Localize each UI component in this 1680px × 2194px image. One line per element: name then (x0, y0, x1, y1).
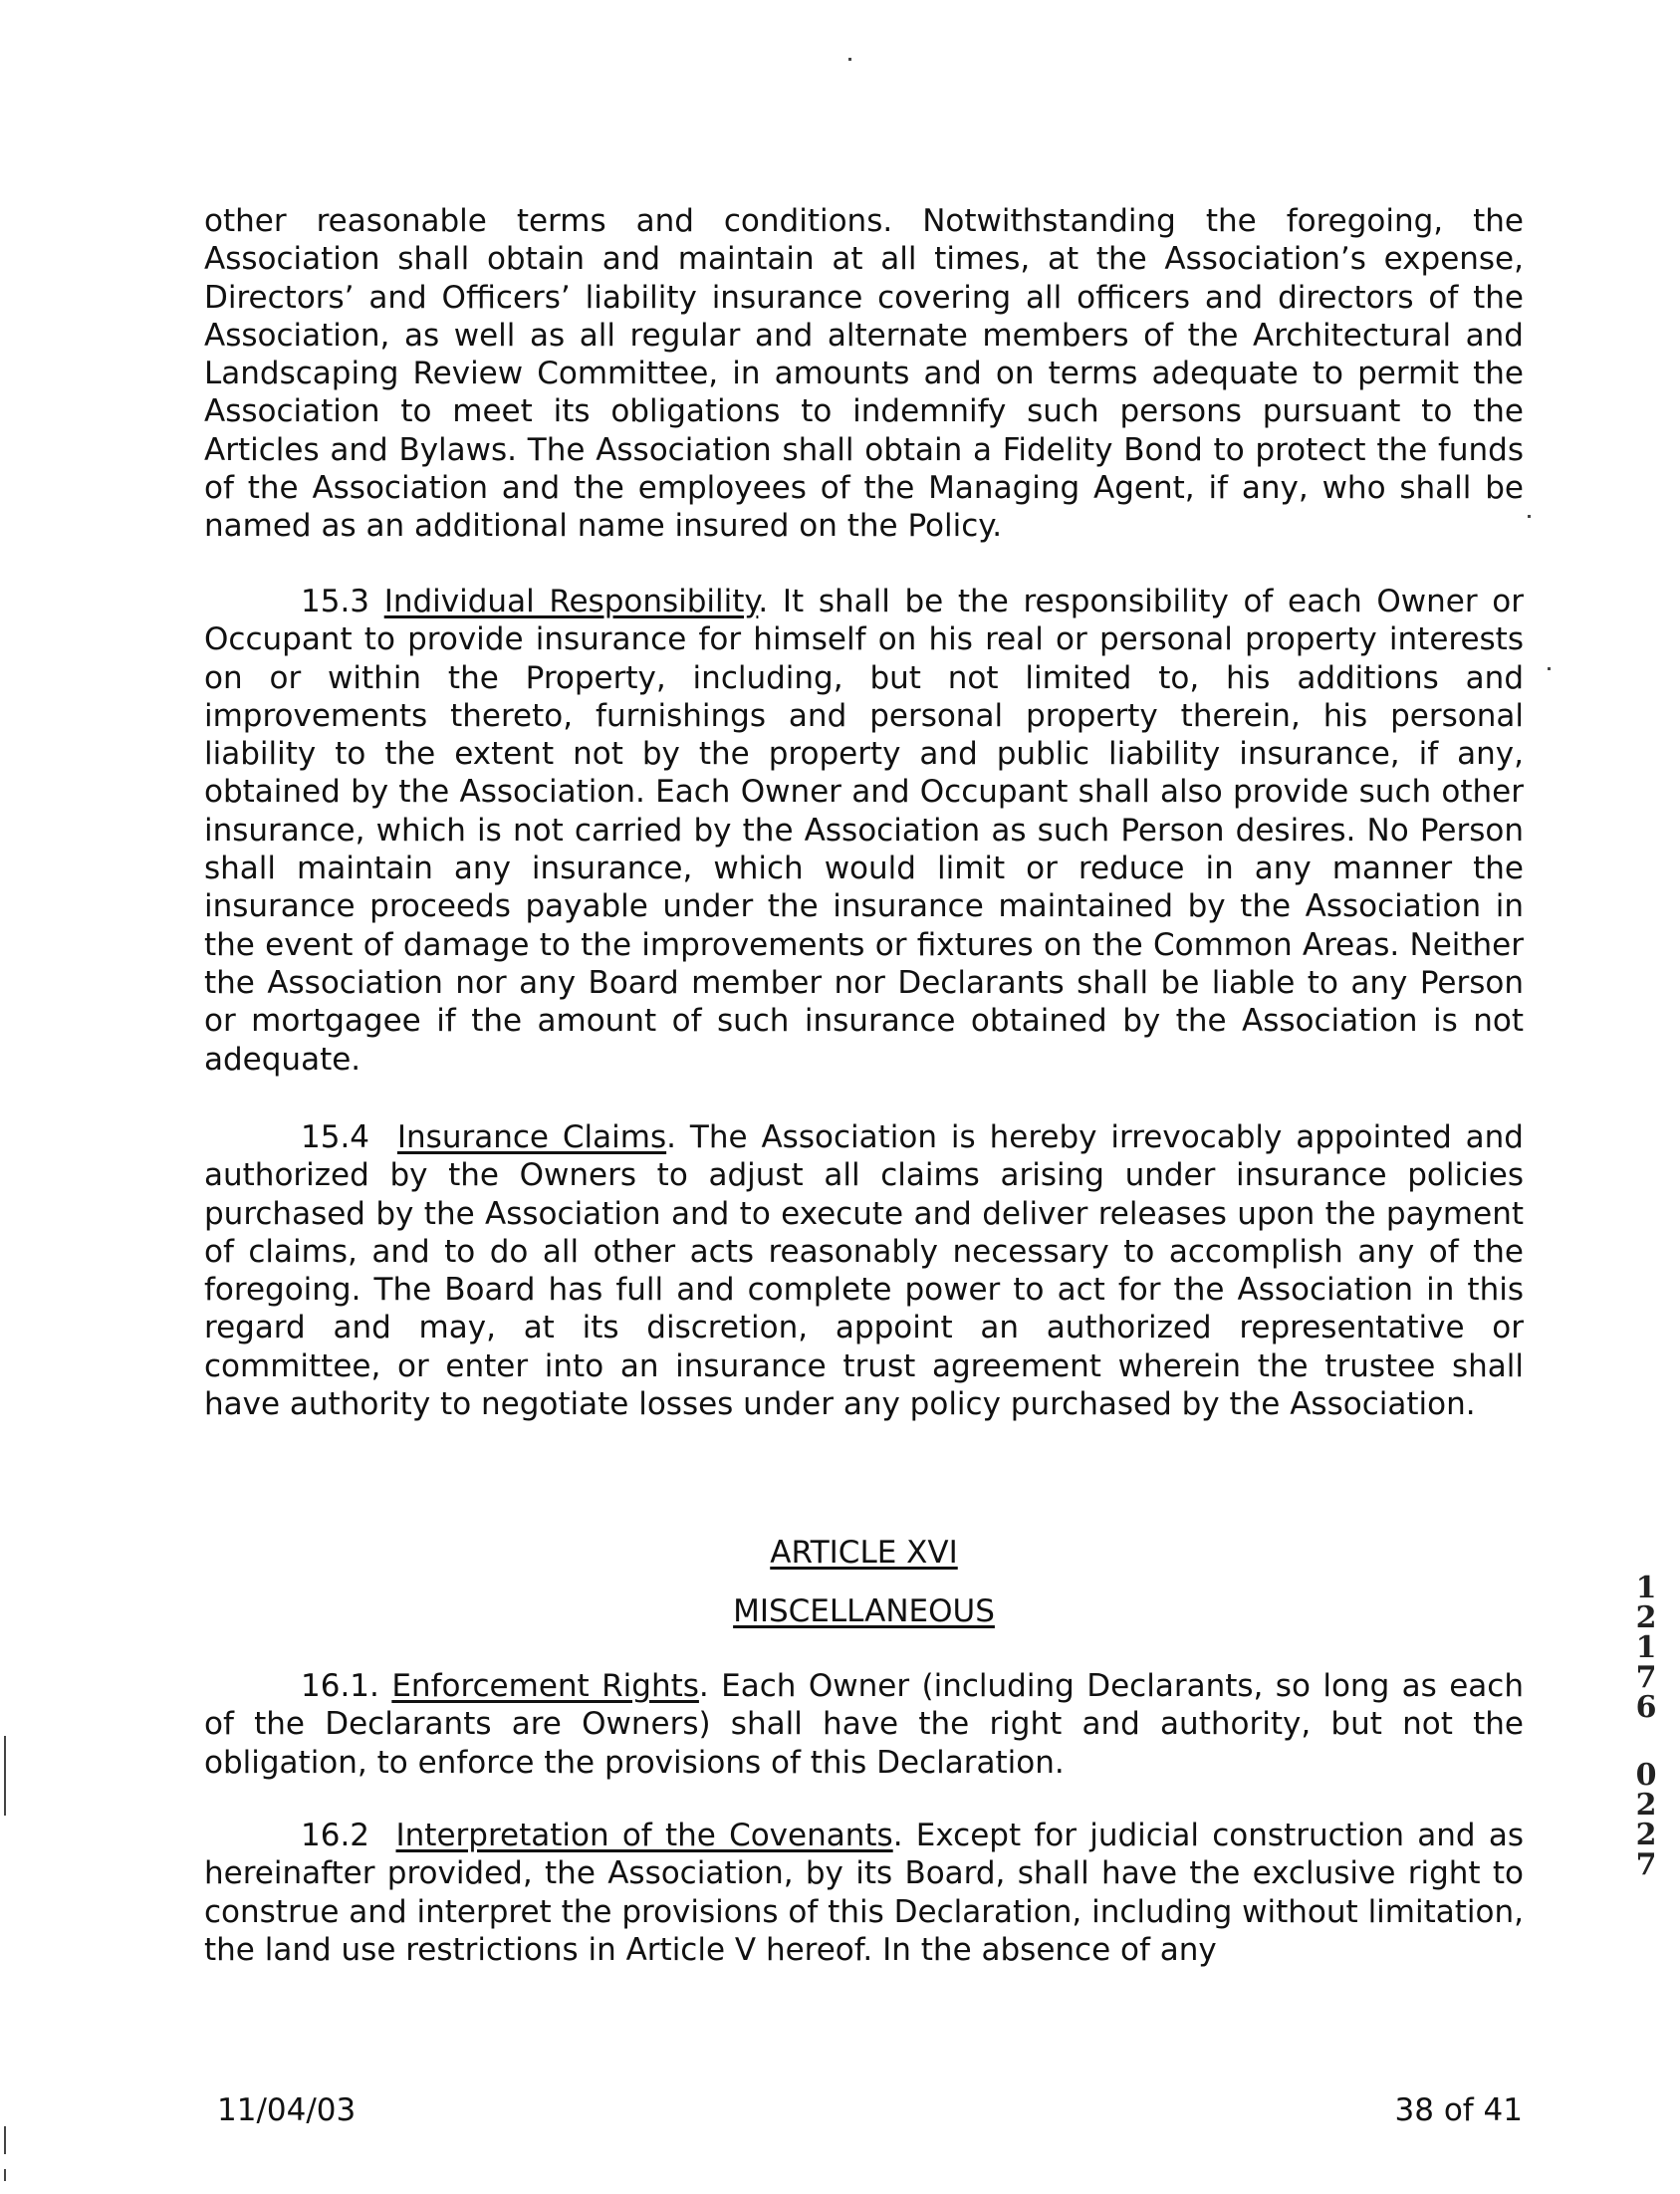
section-text: . The Association is hereby irrevocably appointed and authorized by the Owners to adjust all claims arising under insurance policies purchased by the Association and to execute and deliver releases upon the payment of claims, and to do all other acts reasonably necessary to accomplish any of the foregoing. The Board has full and complete power to act for the Association in this regard and may, at its discretion, appoint an authorized representative or committee, or enter into an insurance trust agreement wherein the trustee shall have authority to negotiate losses under any policy purchased by the Association. (204, 1119, 1524, 1423)
stamp-digit: 6 (1635, 1690, 1657, 1725)
section-text: . Each Owner (including Declarants, so long as each of the Declarants are Owners) shall have the right and authority, but not the obligation, to enforce the provisions of this Declaration. (204, 1668, 1524, 1781)
paragraph-insurance-continued (204, 202, 1524, 546)
section-text: . It shall be the responsibility of each Owner or Occupant to provide insurance for himself on his real or personal property interests on or within the Property, including, but not limited to, his additions and improvements thereto, furnishings and personal property therein, his personal liability to the extent not by the property and public liability insurance, if any, obtained by the Association. Each Owner and Occupant shall also provide such other insurance, which is not carried by the Association as such Person desires. No Person shall maintain any insurance, which would limit or reduce in any manner the insurance proceeds payable under the insurance maintained by the Association in the event of damage to the improvements or fixtures on the Common Areas. Neither the Association nor any Board member nor Declarants shall be liable to any Person or mortgagee if the amount of such insurance obtained by the Association is not adequate. (204, 584, 1524, 1078)
scan-edge-mark (4, 2126, 6, 2154)
recording-stamp-bottom (1631, 1758, 1661, 1882)
section-16-1 (204, 1667, 1524, 1782)
section-15-4 (204, 1118, 1524, 1423)
article-number: ARTICLE XVI (770, 1535, 958, 1571)
scan-speck (1548, 667, 1551, 670)
stamp-digit: 1 (1635, 1571, 1657, 1605)
scan-speck (1528, 515, 1531, 518)
scan-edge-mark (4, 2169, 6, 2181)
stamp-digit: 0 (1635, 1758, 1657, 1793)
section-15-3 (204, 583, 1524, 1079)
stamp-digit: 7 (1635, 1660, 1657, 1695)
section-number: 16.1. (301, 1668, 379, 1704)
section-heading: Insurance Claims (396, 1119, 667, 1155)
section-text: . Except for judicial construction and as hereinafter provided, the Association, by its Board, shall have the exclusive right to construe and interpret the provisions of this Declaration, including without limitation, the land use restrictions in Article V hereof. In the absence of any (204, 1818, 1524, 1968)
stamp-digit: 2 (1635, 1818, 1657, 1852)
paragraph-text: other reasonable terms and conditions. Notwithstanding the foregoing, the Association shall obtain and maintain at all times, at the Association’s expense, Directors’ and Officers’ liability insurance covering all officers and directors of the Association, as well as all regular and alternate members of the Architectural and Landscaping Review Committee, in amounts and on terms adequate to permit the Association to meet its obligations to indemnify such persons pursuant to the Articles and Bylaws. The Association shall obtain a Fidelity Bond to protect the funds of the Association and the employees of the Managing Agent, if any, who shall be named as an additional name insured on the Policy. (204, 203, 1524, 545)
stamp-digit: 2 (1635, 1788, 1657, 1823)
section-heading: Enforcement Rights (391, 1668, 699, 1704)
stamp-digit: 2 (1635, 1600, 1657, 1635)
section-heading: Individual Responsibility (383, 584, 759, 619)
section-heading: Interpretation of the Covenants (395, 1818, 893, 1853)
section-number: 15.3 (301, 584, 370, 619)
stamp-digit: 1 (1635, 1630, 1657, 1665)
section-number: 16.2 (301, 1818, 370, 1853)
scan-speck (848, 58, 851, 61)
section-16-2 (204, 1817, 1524, 1969)
footer-date: 11/04/03 (217, 2092, 357, 2128)
stamp-digit: 7 (1635, 1847, 1657, 1882)
footer-page-number: 38 of 41 (1394, 2092, 1523, 2128)
section-number: 15.4 (301, 1119, 370, 1155)
recording-stamp-top (1631, 1571, 1661, 1725)
scan-edge-mark (4, 1736, 6, 1816)
article-title: MISCELLANEOUS (733, 1593, 995, 1629)
